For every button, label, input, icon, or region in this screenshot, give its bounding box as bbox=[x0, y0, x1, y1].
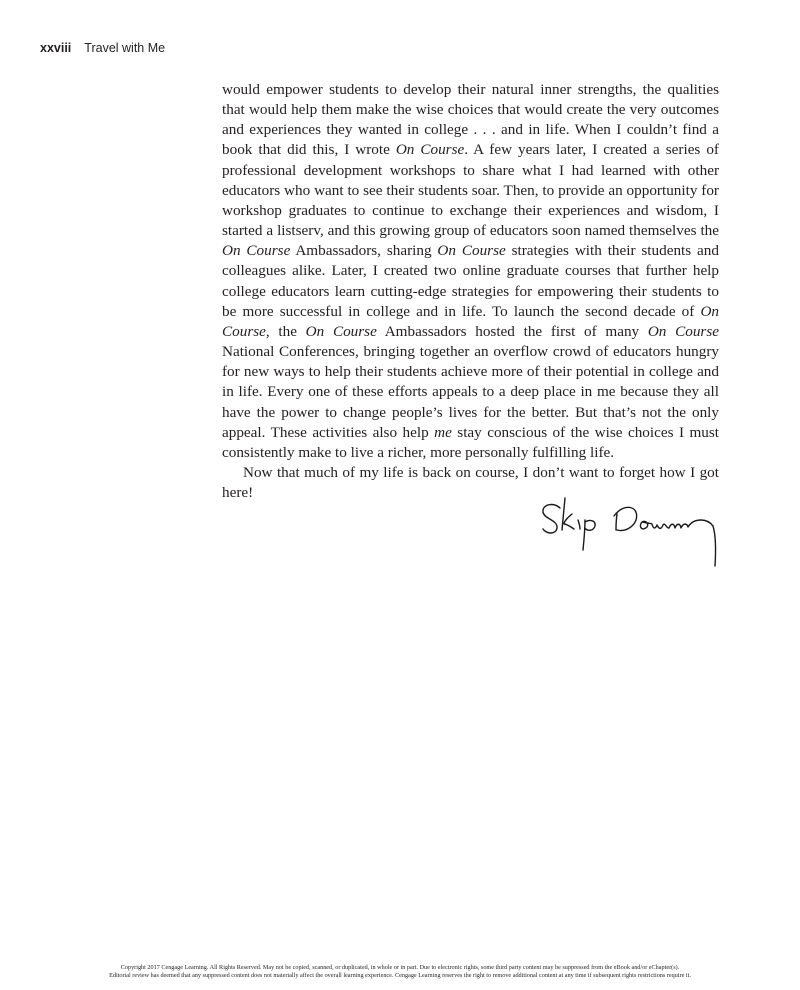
book-title-italic: On Course, bbox=[222, 302, 719, 340]
signature-image bbox=[538, 492, 724, 570]
book-title-italic: On Course bbox=[647, 322, 719, 340]
paragraph-2: Now that much of my life is back on course, I don’t want to forget how I got here! bbox=[222, 463, 719, 502]
text-run: Ambassadors hosted the first of many bbox=[376, 322, 648, 340]
text-run: strategies with their students and colleagues alike. Later, I created two online graduate courses that further help college educators learn cutting-edge strategies for empowering their students to be more successful in college and in life. To launch the second decade of bbox=[222, 242, 719, 320]
text-run: Ambassadors, sharing bbox=[290, 242, 438, 260]
chapter-title: Travel with Me bbox=[84, 41, 166, 55]
copyright-line: Copyright 2017 Cengage Learning. All Rights Reserved. May not be copied, scanned, or duplicated, in whole or in part. Due to electronic rights, some third party content may be suppressed from the eBook and/or eChapter(s). bbox=[120, 964, 680, 971]
book-title-italic: On Course bbox=[305, 322, 377, 340]
text-run: would empower students to develop their natural inner strengths, the qualities that would help them make the wise choices that would create the very outcomes and experiences they wanted in college . . . and in life. When I couldn’t find a book that did this, I wrote bbox=[222, 81, 719, 159]
text-run: National Conferences, bringing together an overflow crowd of educators hungry for new ways to help their students achieve more of their potential in college and in life. Every one of these efforts appeals to a deep place in me because they all have the power to change people’s lives for the better. But that’s not the only appeal. These activities also help bbox=[222, 343, 719, 441]
book-title-italic: On Course bbox=[395, 141, 465, 159]
paragraph-1 bbox=[222, 80, 719, 463]
book-title-italic: On Course bbox=[222, 242, 291, 260]
running-head bbox=[40, 42, 165, 55]
text-run: . A few years later, I created a series of professional development workshops to share what I had learned with other educators who want to see their students soar. Then, to provide an opportunity for workshop graduates to continue to exchange their experiences and wisdom, I started a listserv, and this growing group of educators soon named themselves the bbox=[222, 141, 719, 240]
text-run: the bbox=[269, 322, 306, 340]
text-run: stay conscious of the wise choices I must consistently make to live a richer, more personally fulfilling life. bbox=[222, 423, 720, 461]
book-title-italic: On Course bbox=[437, 242, 506, 260]
copyright-line: Editorial review has deemed that any suppressed content does not materially affect the overall learning experience. Cengage Learning reserves the right to remove additional content at any time if subsequent rights restrictions require it. bbox=[109, 972, 691, 980]
copyright-notice bbox=[0, 964, 800, 980]
emphasis-italic: me bbox=[434, 423, 452, 441]
page-number: xxviii bbox=[40, 41, 72, 55]
body-text bbox=[222, 80, 719, 503]
